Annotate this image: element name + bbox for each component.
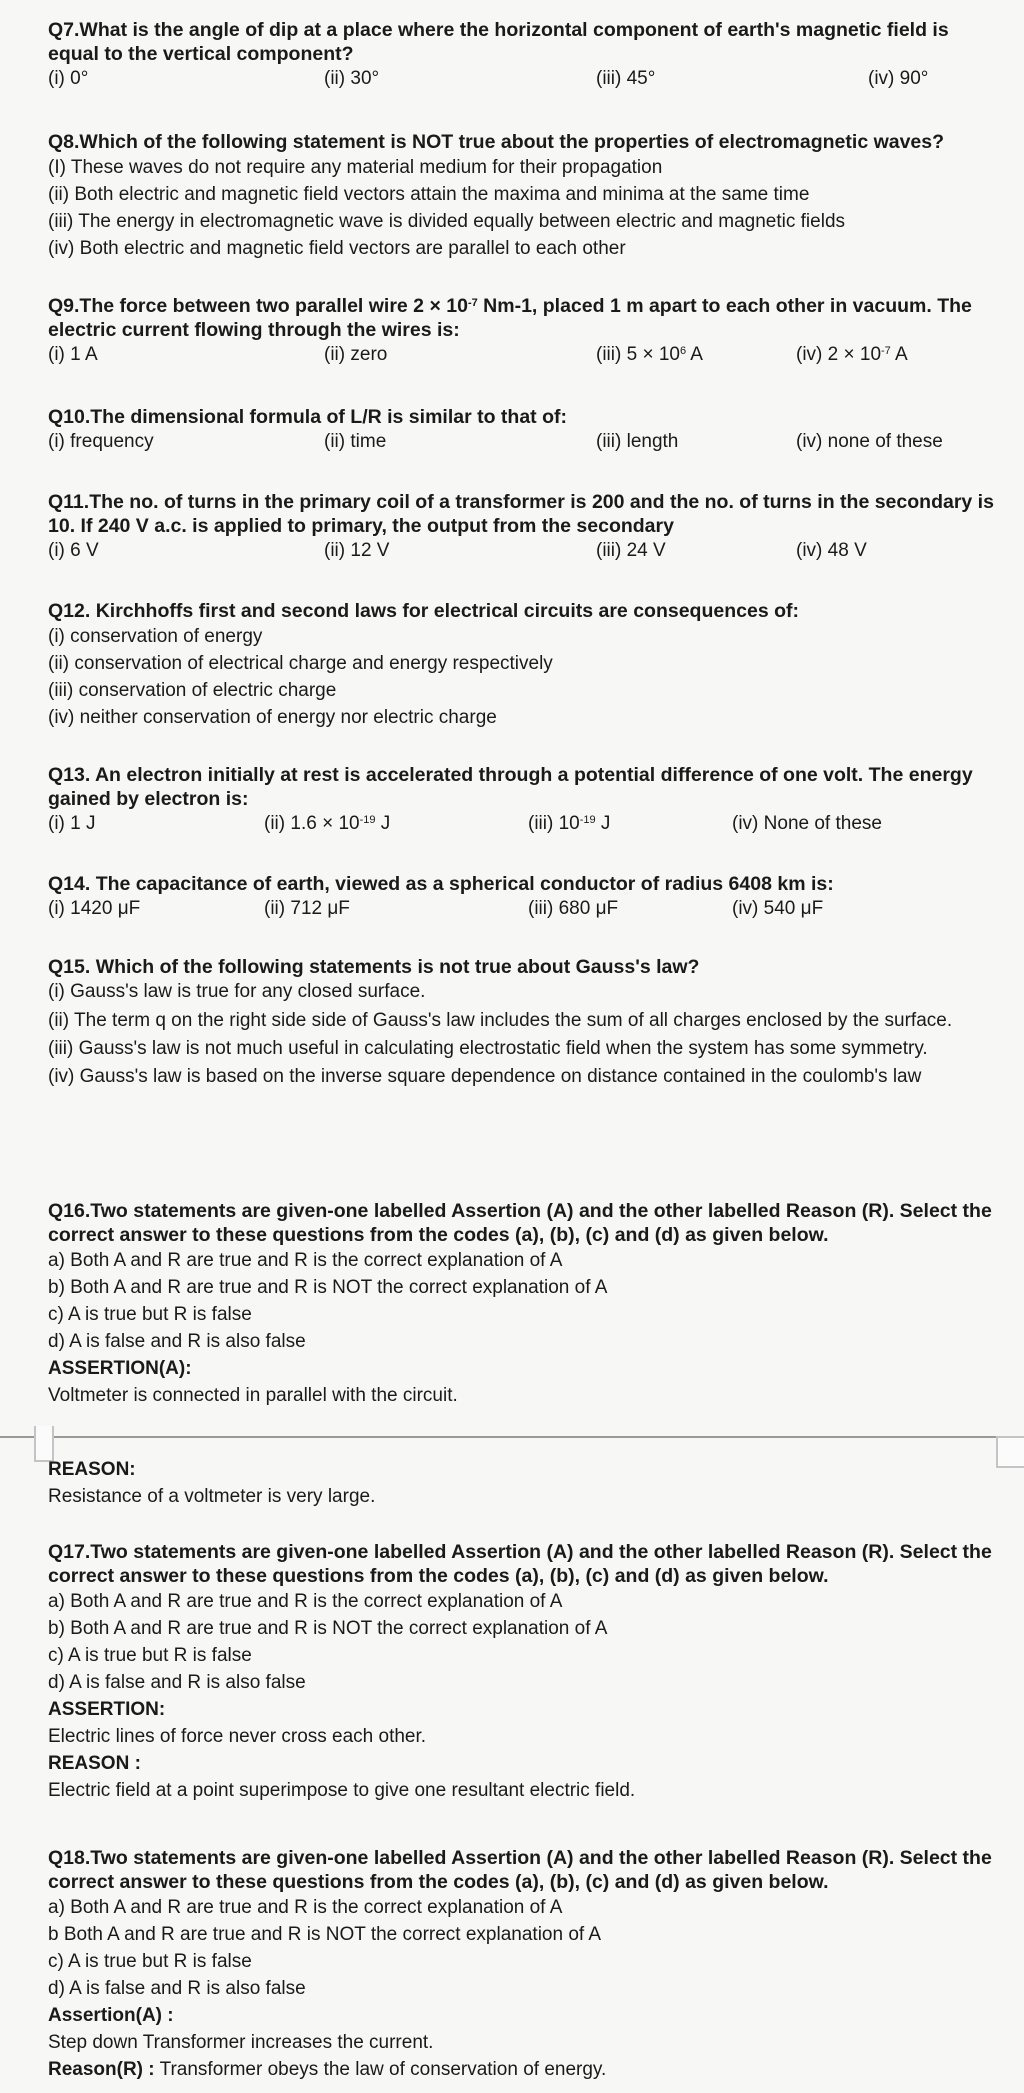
option: (ii) 712 μF bbox=[264, 898, 350, 919]
page-edge-tab-right bbox=[996, 1436, 1024, 1468]
question-15 bbox=[48, 955, 998, 1089]
option-row bbox=[48, 538, 998, 566]
question-13 bbox=[48, 763, 998, 839]
reason-text: Electric field at a point superimpose to give one resultant electric field. bbox=[48, 1780, 636, 1801]
question-12 bbox=[48, 599, 998, 731]
question-18 bbox=[48, 1846, 998, 2083]
page-divider bbox=[0, 1436, 1024, 1438]
option: (i) conservation of energy bbox=[48, 626, 263, 647]
option: c) A is true but R is false bbox=[48, 1951, 252, 1972]
question-stem: Q10.The dimensional formula of L/R is similar to that of: bbox=[48, 406, 567, 428]
reason-text: Transformer obeys the law of conservation of energy. bbox=[159, 2059, 607, 2080]
option: (i) 6 V bbox=[48, 540, 99, 561]
option: (iv) 48 V bbox=[796, 540, 867, 561]
option: (ii) Both electric and magnetic field vectors attain the maxima and minima at the same time bbox=[48, 184, 810, 205]
assertion-text: Step down Transformer increases the current. bbox=[48, 2032, 434, 2053]
option: (iv) Gauss's law is based on the inverse square dependence on distance contained in the coulomb's law bbox=[48, 1066, 922, 1087]
option: (iii) 680 μF bbox=[528, 898, 619, 919]
option: a) Both A and R are true and R is the correct explanation of A bbox=[48, 1591, 563, 1612]
option: (ii) conservation of electrical charge and energy respectively bbox=[48, 653, 553, 674]
option: d) A is false and R is also false bbox=[48, 1978, 306, 1999]
option-row bbox=[48, 896, 998, 924]
option: b Both A and R are true and R is NOT the correct explanation of A bbox=[48, 1924, 602, 1945]
question-stem: Q12. Kirchhoffs first and second laws for electrical circuits are consequences of: bbox=[48, 600, 799, 622]
option: (i) 1 J bbox=[48, 813, 96, 834]
option: (ii) 12 V bbox=[324, 540, 390, 561]
question-16 bbox=[48, 1199, 998, 1409]
question-17 bbox=[48, 1540, 998, 1804]
option: (iv) $2 \times 10^{-7}$ A bbox=[796, 344, 908, 365]
option: c) A is true but R is false bbox=[48, 1645, 252, 1666]
question-stem: Q11.The no. of turns in the primary coil of a transformer is 200 and the no. of turns in the secondary is 10. If 240 V a.c. is applied to primary, the output from the secondary bbox=[48, 491, 994, 537]
option: (I) These waves do not require any material medium for their propagation bbox=[48, 157, 663, 178]
question-9 bbox=[48, 294, 998, 370]
option: (ii) zero bbox=[324, 344, 388, 365]
option: (i) 0° bbox=[48, 68, 89, 89]
option: (iii) length bbox=[596, 431, 679, 452]
option: d) A is false and R is also false bbox=[48, 1331, 306, 1352]
option-row bbox=[48, 342, 998, 370]
option: (iii) $10^{-19}$ J bbox=[528, 813, 611, 834]
option: (i) 1420 μF bbox=[48, 898, 141, 919]
reason-label: REASON : bbox=[48, 1753, 141, 1774]
question-stem: Q15. Which of the following statements is not true about Gauss's law? bbox=[48, 956, 700, 978]
question-10 bbox=[48, 405, 998, 457]
assertion-label: ASSERTION(A): bbox=[48, 1358, 192, 1379]
reason-text: Resistance of a voltmeter is very large. bbox=[48, 1486, 376, 1507]
option: (iii) Gauss's law is not much useful in calculating electrostatic field when the system has some symmetry. bbox=[48, 1038, 928, 1059]
option: c) A is true but R is false bbox=[48, 1304, 252, 1325]
question-8 bbox=[48, 130, 998, 262]
option: (ii) $1.6 \times 10^{-19}$ J bbox=[264, 813, 391, 834]
option: (ii) 30° bbox=[324, 68, 380, 89]
option: (iii) $5 \times 10^6$ A bbox=[596, 344, 703, 365]
option-row bbox=[48, 811, 998, 839]
question-stem: Q17.Two statements are given-one labelled Assertion (A) and the other labelled Reason (R). Select the correct answer to these questions from the codes (a), (b), (c) and (d) as given below. bbox=[48, 1541, 992, 1587]
option: (iv) neither conservation of energy nor electric charge bbox=[48, 707, 497, 728]
assertion-text: Electric lines of force never cross each other. bbox=[48, 1726, 427, 1747]
assertion-text: Voltmeter is connected in parallel with the circuit. bbox=[48, 1385, 458, 1406]
option: (i) Gauss's law is true for any closed surface. bbox=[48, 981, 426, 1002]
assertion-label: Assertion(A) : bbox=[48, 2005, 174, 2026]
option-row bbox=[48, 66, 998, 94]
reason-label: REASON: bbox=[48, 1459, 136, 1480]
option: (ii) The term q on the right side side of Gauss's law includes the sum of all charges enclosed by the surface. bbox=[48, 1010, 953, 1031]
option: b) Both A and R are true and R is NOT the correct explanation of A bbox=[48, 1277, 608, 1298]
question-stem: Q8.Which of the following statement is NOT true about the properties of electromagnetic waves? bbox=[48, 131, 945, 153]
question-stem-text: Q9.The force between two parallel wire $2 \times 10^{-7}$ Nm-1, placed 1 m apart to each other in vacuum. The electric current flowing through the wires is: bbox=[48, 295, 972, 341]
reason-line bbox=[48, 2056, 998, 2083]
option: (iv) 540 μF bbox=[732, 898, 824, 919]
option: (i) 1 A bbox=[48, 344, 98, 365]
question-stem: Q16.Two statements are given-one labelled Assertion (A) and the other labelled Reason (R). Select the correct answer to these questions from the codes (a), (b), (c) and (d) as given below. bbox=[48, 1200, 992, 1246]
question-stem: Q18.Two statements are given-one labelled Assertion (A) and the other labelled Reason (R). Select the correct answer to these questions from the codes (a), (b), (c) and (d) as given below. bbox=[48, 1847, 992, 1893]
option: b) Both A and R are true and R is NOT the correct explanation of A bbox=[48, 1618, 608, 1639]
option: (iii) 24 V bbox=[596, 540, 666, 561]
option-row bbox=[48, 429, 998, 457]
option: (iv) none of these bbox=[796, 431, 943, 452]
question-14 bbox=[48, 872, 998, 924]
option: d) A is false and R is also false bbox=[48, 1672, 306, 1693]
option: (iv) Both electric and magnetic field vectors are parallel to each other bbox=[48, 238, 626, 259]
option: a) Both A and R are true and R is the correct explanation of A bbox=[48, 1897, 563, 1918]
option: a) Both A and R are true and R is the correct explanation of A bbox=[48, 1250, 563, 1271]
option: (iii) conservation of electric charge bbox=[48, 680, 337, 701]
option: (iv) None of these bbox=[732, 813, 882, 834]
option: (iii) The energy in electromagnetic wave is divided equally between electric and magnetic fields bbox=[48, 211, 846, 232]
question-stem bbox=[48, 294, 998, 342]
question-7 bbox=[48, 18, 998, 94]
reason-label: Reason(R) : bbox=[48, 2059, 155, 2080]
option: (iii) 45° bbox=[596, 68, 656, 89]
question-stem: Q13. An electron initially at rest is accelerated through a potential difference of one volt. The energy gained by electron is: bbox=[48, 764, 973, 810]
question-16-reason bbox=[48, 1456, 998, 1510]
option: (ii) time bbox=[324, 431, 387, 452]
option: (i) frequency bbox=[48, 431, 154, 452]
assertion-label: ASSERTION: bbox=[48, 1699, 166, 1720]
question-11 bbox=[48, 490, 998, 566]
option: (iv) 90° bbox=[868, 68, 929, 89]
question-stem: Q14. The capacitance of earth, viewed as a spherical conductor of radius 6408 km is: bbox=[48, 873, 834, 895]
question-stem: Q7.What is the angle of dip at a place where the horizontal component of earth's magnetic field is equal to the vertical component? bbox=[48, 19, 949, 65]
